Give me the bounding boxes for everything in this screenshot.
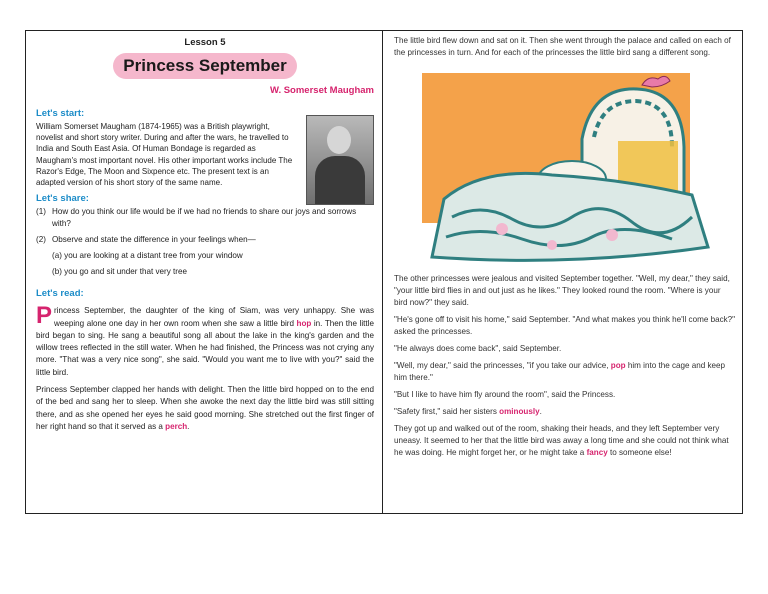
p5-text-b: him into the cage and keep him there."	[394, 361, 726, 382]
story-paragraph-8: "But I like to have him fly around the room", said the Princess.	[394, 390, 616, 399]
story-paragraph-9	[394, 406, 736, 418]
blanket-flower	[496, 223, 508, 235]
start-heading: Let's start:	[36, 108, 85, 119]
page-title: Princess September	[113, 53, 296, 79]
p7-text-b: .	[539, 407, 542, 416]
share-question-2b: (b) you go and sit under that very tree	[52, 267, 187, 277]
vocab-word-ominously: ominously	[499, 407, 540, 416]
blanket-flower	[547, 240, 557, 250]
story-paragraph-1	[36, 302, 374, 379]
story-paragraph-6: "He always does come back", said September.	[394, 344, 562, 353]
bird-on-bed-illustration	[422, 67, 710, 273]
share-questions	[36, 206, 374, 278]
share-question-2	[36, 234, 374, 246]
title-wrap	[36, 53, 374, 79]
para1-text-a: rincess September, the daughter of the king of Siam, was very unhappy. She was weeping alone one day in her own room when she saw a little bird	[54, 306, 374, 328]
right-column	[394, 35, 736, 464]
vocab-word-fancy: fancy	[586, 448, 608, 457]
page-frame	[25, 30, 743, 514]
lesson-number: Lesson 5	[184, 37, 226, 48]
illustration-svg	[422, 67, 710, 273]
story-paragraph-3: The little bird flew down and sat on it. Then she went through the palace and called on each of the princesses in turn. And for each of the princesses the little bird sang a different song.	[394, 36, 731, 57]
p8-text-b: to someone else!	[607, 448, 672, 457]
vocab-word-pop: pop	[610, 361, 626, 370]
para2-text-b: .	[187, 421, 190, 431]
question-text: How do you think our life would be if we had no friends to share our joys and sorrows with?	[52, 207, 357, 229]
portrait-head	[327, 126, 351, 154]
share-question-1	[36, 206, 374, 230]
share-question-2a: (a) you are looking at a distant tree from your window	[52, 251, 243, 261]
para2-text-a: Princess September clapped her hands with delight. Then the little bird hopped on to the end of the bed and sang her to sleep. When she awoke the next day the little bird was still sitting there, and as she opened her eyes he said good morning. She stretched out the first finger of her right hand so that it served as a	[36, 385, 374, 431]
author-name: W. Somerset Maugham	[270, 85, 374, 96]
story-paragraph-2	[36, 384, 374, 433]
vocab-word-hop: hop	[296, 318, 312, 328]
p7-text-a: "Safety first," said her sisters	[394, 407, 500, 416]
question-number: (1)	[36, 207, 46, 217]
story-paragraph-5: "He's gone off to visit his home," said September. "And what makes you think he'll come back?" asked the princesses.	[394, 315, 736, 336]
question-number: (2)	[36, 235, 46, 245]
author-bio: William Somerset Maugham (1874-1965) was a British playwright, novelist and short story writer. During and after the wars, he travelled to India and South East Asia. Of Human Bondage is regarded as Maugham's most important novel. His other important works include The Razor's Edge, The Moon and Sixpence etc. The present text is an adapted version of his short story of the same name.	[36, 122, 293, 188]
author-portrait	[306, 115, 374, 205]
share-heading: Let's share:	[36, 193, 89, 205]
read-heading: Let's read:	[36, 288, 84, 300]
story-paragraph-7	[394, 360, 736, 384]
drop-cap: P	[36, 302, 53, 330]
para1-text-b: in. Then the little bird began to sing. He sang a beautiful song all about the lake in the king's garden and the willow trees reflected in the still water. When he had finished, the Princess was not crying any more. "That was a very nice song", she said. "Would you want me to live with you?" said the little bird.	[36, 318, 374, 377]
story-paragraph-10	[394, 423, 736, 459]
question-text: Observe and state the difference in your feelings when—	[52, 235, 256, 245]
portrait-body	[315, 156, 365, 204]
blanket-flower	[606, 229, 618, 241]
vocab-word-perch: perch	[165, 421, 188, 431]
story-paragraph-4: The other princesses were jealous and visited September together. "Well, my dear," they said, "your little bird flies in and out just as he likes." They looked round the room. "Where is your bird now?" they said.	[394, 274, 730, 307]
p5-text-a: "Well, my dear," said the princesses, "if you take our advice,	[394, 361, 611, 370]
column-divider	[382, 31, 383, 513]
bio-section	[36, 121, 374, 188]
left-column	[36, 37, 374, 433]
p8-text-a: They got up and walked out of the room, shaking their heads, and they left September very uneasy. It seemed to her that the little bird was away a long time and she could not think what he was doing. He might forget her, or he might take a	[394, 424, 729, 457]
